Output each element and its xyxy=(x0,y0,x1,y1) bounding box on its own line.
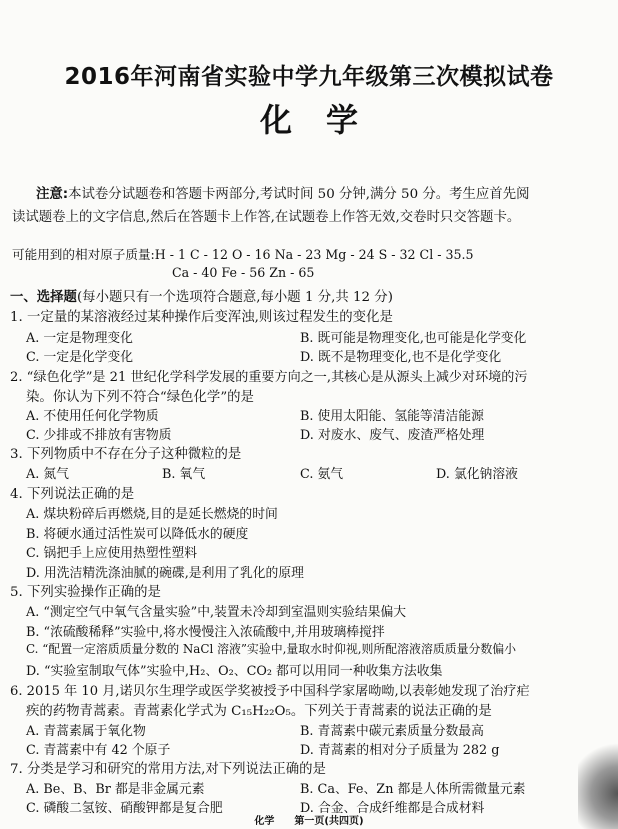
exam-title: 2016年河南省实验中学九年级第三次模拟试卷 xyxy=(64,64,554,90)
question-7-option-c: C. 磷酸二氢铵、硝酸钾都是复合肥 xyxy=(26,801,223,816)
question-6-option-d: D. 青蒿素的相对分子质量为 282 g xyxy=(300,743,500,758)
question-3-option-c: C. 氨气 xyxy=(300,467,344,482)
question-4-option-a: A. 煤块粉碎后再燃烧,目的是延长燃烧的时间 xyxy=(26,507,278,522)
footer-page-number: 第一页(共四页) xyxy=(294,816,364,827)
question-1-stem: 1. 一定量的某溶液经过某种操作后变浑浊,则该过程发生的变化是 xyxy=(10,310,393,325)
question-3-option-d: D. 氯化钠溶液 xyxy=(436,467,518,482)
question-7-stem: 7. 分类是学习和研究的常用方法,对下列说法正确的是 xyxy=(10,762,326,777)
subject-title: 化学 xyxy=(259,101,392,139)
question-2-stem-line1: 2. “绿色化学”是 21 世纪化学科学发展的重要方向之一,其核心是从源头上减少对环境的污 xyxy=(10,370,528,385)
notice-line2: 读试题卷上的文字信息,然后在答题卡上作答,在试题卷上作答无效,交卷时只交答题卡。 xyxy=(12,210,521,225)
question-6-option-c: C. 青蒿素中有 42 个原子 xyxy=(26,743,171,758)
atomic-masses-line2: Ca - 40 Fe - 56 Zn - 65 xyxy=(172,265,315,280)
question-3-option-b: B. 氧气 xyxy=(162,467,206,482)
question-4-option-b: B. 将硬水通过活性炭可以降低水的硬度 xyxy=(26,527,249,542)
question-5-option-d: D. “实验室制取气体”实验中,H₂、O₂、CO₂ 都可以用同一种收集方法收集 xyxy=(26,664,443,679)
section-title: 一、选择题 xyxy=(10,290,77,305)
question-5-option-c: C. “配置一定溶质质量分数的 NaCl 溶液”实验中,量取水时仰视,则所配溶液溶质质量分数偏小 xyxy=(26,642,517,656)
question-7-option-d: D. 合金、合成纤维都是合成材料 xyxy=(300,801,485,816)
notice-label: 注意: xyxy=(36,187,69,202)
question-1-option-c: C. 一定是化学变化 xyxy=(26,350,134,365)
question-7-option-b: B. Ca、Fe、Zn 都是人体所需微量元素 xyxy=(300,782,526,797)
question-6-stem-line2: 疾的药物青蒿素。青蒿素化学式为 C₁₅H₂₂O₅。下列关于青蒿素的说法正确的是 xyxy=(26,704,492,719)
question-4-stem: 4. 下列说法正确的是 xyxy=(10,487,135,502)
question-5-stem: 5. 下列实验操作正确的是 xyxy=(10,585,161,600)
question-2-option-d: D. 对废水、废气、废渣严格处理 xyxy=(300,428,485,443)
question-5-option-a: A. “测定空气中氧气含量实验”中,装置未冷却到室温则实验结果偏大 xyxy=(26,605,407,620)
question-3-stem: 3. 下列物质中不存在分子这种微粒的是 xyxy=(10,447,242,462)
question-6-stem-line1: 6. 2015 年 10 月,诺贝尔生理学或医学奖被授予中国科学家屠呦呦,以表彰她发现了治疗疟 xyxy=(10,684,530,699)
question-1-option-b: B. 既可能是物理变化,也可能是化学变化 xyxy=(300,331,527,346)
question-4-option-d: D. 用洗洁精洗涤油腻的碗碟,是利用了乳化的原理 xyxy=(26,566,304,581)
footer-subject: 化学 xyxy=(254,816,275,827)
question-5-option-b: B. “浓硫酸稀释”实验中,将水慢慢注入浓硫酸中,并用玻璃棒搅拌 xyxy=(26,625,385,640)
question-2-stem-line2: 染。你认为下列不符合“绿色化学”的是 xyxy=(26,390,254,405)
question-2-option-b: B. 使用太阳能、氢能等清洁能源 xyxy=(300,409,484,424)
question-1-option-a: A. 一定是物理变化 xyxy=(26,331,133,346)
question-7-option-a: A. Be、B、Br 都是非金属元素 xyxy=(26,782,205,797)
question-4-option-c: C. 锅把手上应使用热塑性塑料 xyxy=(26,546,198,561)
question-3-option-a: A. 氮气 xyxy=(26,467,69,482)
scan-shadow xyxy=(578,740,618,829)
question-6-option-b: B. 青蒿素中碳元素质量分数最高 xyxy=(300,724,484,739)
section-instruction: (每小题只有一个选项符合题意,每小题 1 分,共 12 分) xyxy=(76,290,393,305)
notice-line1: 本试卷分试题卷和答题卡两部分,考试时间 50 分钟,满分 50 分。考生应首先阅 xyxy=(68,187,530,202)
page-footer xyxy=(0,812,618,827)
question-2-option-c: C. 少排或不排放有害物质 xyxy=(26,428,172,443)
question-1-option-d: D. 既不是物理变化,也不是化学变化 xyxy=(300,350,502,365)
section-heading xyxy=(10,286,393,305)
atomic-masses-line1: 可能用到的相对原子质量:H - 1 C - 12 O - 16 Na - 23 Mg - 24 S - 32 Cl - 35.5 xyxy=(12,247,474,262)
question-6-option-a: A. 青蒿素属于氧化物 xyxy=(26,724,146,739)
question-2-option-a: A. 不使用任何化学物质 xyxy=(26,409,159,424)
